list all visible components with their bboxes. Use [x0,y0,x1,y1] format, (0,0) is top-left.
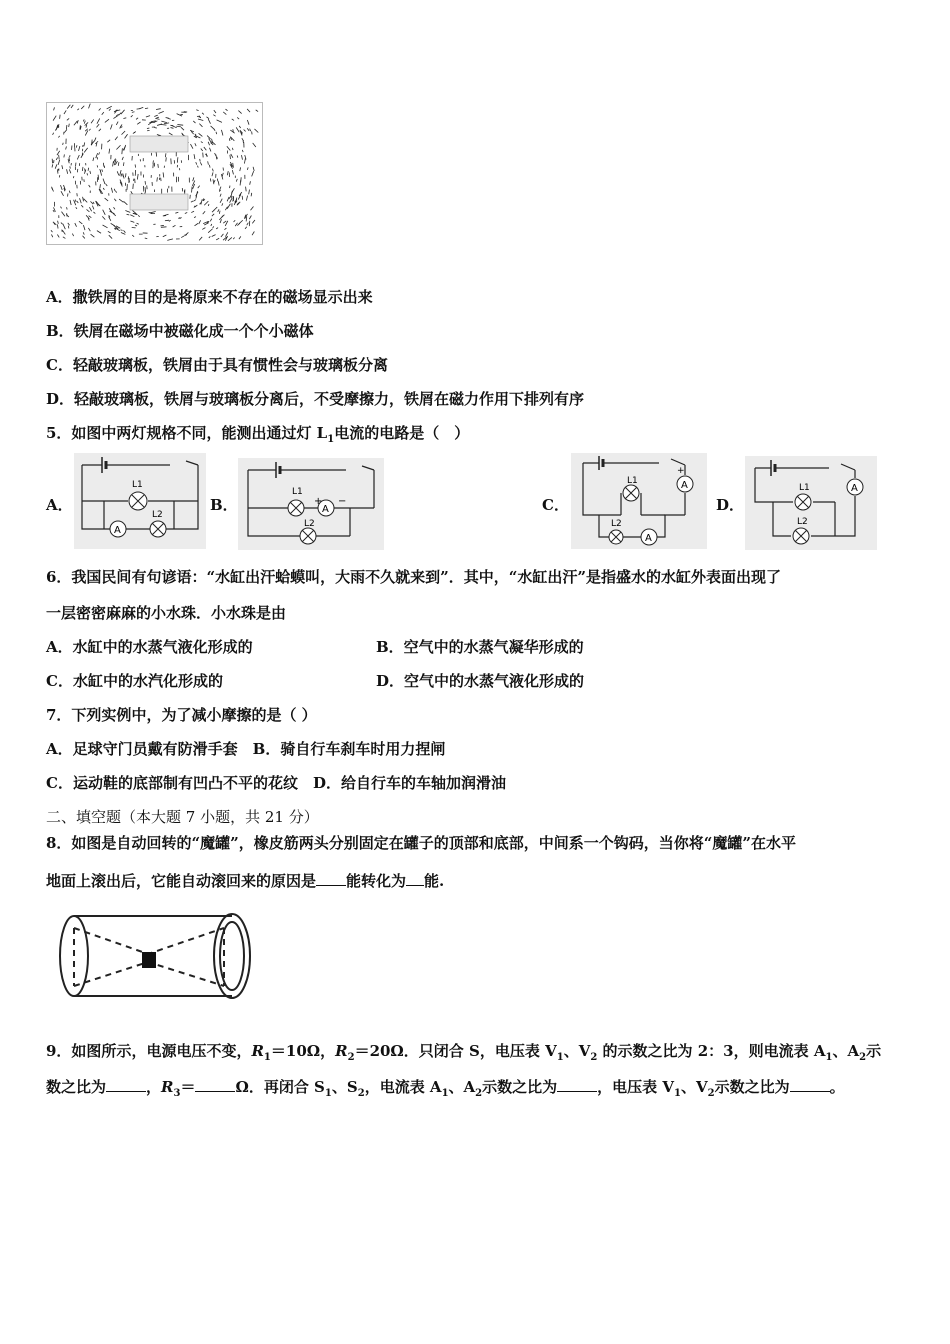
circuit-a-ammeter-label: A [114,525,121,536]
circuit-c-ammeter-right-label: A [681,480,688,491]
q8-stem-line1: 8．如图是自动回转的“魔罐”，橡皮筋两头分别固定在罐子的顶部和底部，中间系一个钩码，当你将“魔罐”在水平 [46,834,796,852]
q5-label-d: D． [716,496,745,514]
circuit-b-ammeter-label: A [322,504,329,515]
circuit-d-lamp2-label: L2 [797,517,808,527]
q9-blank-3[interactable] [557,1079,597,1092]
q6-stem-line1: 6．我国民间有句谚语：“水缸出汗蛤蟆叫，大雨不久就来到”．其中，“水缸出汗”是指盛水的水缸外表面出现了 [46,568,781,586]
circuit-b-minus: − [338,496,347,507]
circuit-c-lamp2-label: L2 [611,519,622,529]
iron-filing [122,148,123,154]
circuit-b-lamp2-label: L2 [304,519,315,529]
iron-filing [192,187,193,193]
circuit-b-plus: + [314,496,323,507]
circuit-c-plus: + [677,466,685,476]
iron-filing [200,159,201,162]
circuit-diagram-d [745,456,877,550]
q6-option-b: B．空气中的水蒸气凝华形成的 [376,638,584,656]
q6-stem-line2: 一层密密麻麻的小水珠．小水珠是由 [46,604,287,622]
iron-filing [166,118,169,119]
q4-option-d: D．轻敲玻璃板，铁屑与玻璃板分离后，不受摩擦力，铁屑在磁力作用下排列有序 [46,390,585,408]
q9-line1: 9．如图所示，电源电压不变，$R_1=10\Omega$，$R_2=20\Omega$．只闭合 S，电压表 $V_1$、$V_2$ 的示数之比为 2：3，则电流表 $A_1$、$A_2$示 [46,1042,882,1063]
iron-filing [125,173,126,177]
iron-filing [59,155,60,160]
iron-filing [154,127,156,128]
iron-filing [97,165,98,167]
iron-filing [229,138,230,141]
q8-blank-1[interactable] [316,873,346,886]
circuit-diagram-c [571,453,707,549]
q8-blank-2[interactable] [406,873,424,886]
iron-filings-magnet-figure [46,102,264,246]
iron-filing [158,164,159,168]
iron-filing [242,196,243,200]
iron-filing [217,157,218,159]
iron-filing [64,154,65,157]
q9-blank-4[interactable] [790,1079,830,1092]
circuit-b-lamp1-label: L1 [292,487,303,497]
iron-filing [165,153,166,157]
iron-filing [73,176,74,178]
q7-options-row1: A．足球守门员戴有防滑手套 B．骑自行车刹车时用力捏闸 [46,740,446,758]
circuit-a-lamp1-label: L1 [132,480,143,490]
iron-filing [87,173,88,175]
iron-filing [68,226,69,229]
circuit-diagram-a [74,453,206,549]
iron-filing [161,227,167,228]
q5-label-c: C． [542,496,569,514]
q9-blank-1[interactable] [106,1079,146,1092]
q4-option-c: C．轻敲玻璃板，铁屑由于具有惯性会与玻璃板分离 [46,356,388,374]
iron-filing [66,125,67,129]
q6-option-a: A．水缸中的水蒸气液化形成的 [46,638,253,656]
q4-option-b: B．铁屑在磁场中被磁化成一个个小磁体 [46,322,314,340]
section-2-heading: 二、填空题（本大题 7 小题，共 21 分） [46,808,319,826]
iron-filing [233,129,234,132]
q9-blank-2[interactable] [195,1079,235,1092]
circuit-c-lamp1-label: L1 [627,476,638,486]
magic-can-figure [54,910,260,1006]
circuit-diagram-b [238,458,384,550]
q9-line2: 数之比为 ，$R_3= \Omega$．再闭合 $S_1$、$S_2$，电流表 $A_1$、$A_2$示数之比为 ，电压表 $V_1$、$V_2$示数之比为 。 [46,1078,845,1099]
circuit-d-lamp1-label: L1 [799,483,810,493]
iron-filing [217,179,218,182]
circuit-c-ammeter-bottom-label: A [645,533,652,544]
q5-label-b: B． [210,496,238,514]
q8-stem-line2: 地面上滚出后，它能自动滚回来的原因是 能转化为 能. [46,872,445,890]
q6-option-c: C．水缸中的水汽化形成的 [46,672,223,690]
iron-filing [123,162,124,166]
q7-stem: 7．下列实例中，为了减小摩擦的是（ ） [46,706,317,724]
q5-label-a: A． [46,496,73,514]
iron-filing [98,175,99,180]
q7-options-row2: C．运动鞋的底部制有凹凸不平的花纹 D．给自行车的车轴加润滑油 [46,774,506,792]
circuit-d-ammeter-label: A [851,483,858,494]
circuit-a-lamp2-label: L2 [152,510,163,520]
iron-filing [230,155,231,159]
q5-stem: 5．如图中两灯规格不同，能测出通过灯 $L_1$电流的电路是（ ） [46,424,470,445]
q4-option-a: A．撒铁屑的目的是将原来不存在的磁场显示出来 [46,288,373,306]
q6-option-d: D．空气中的水蒸气液化形成的 [376,672,585,690]
